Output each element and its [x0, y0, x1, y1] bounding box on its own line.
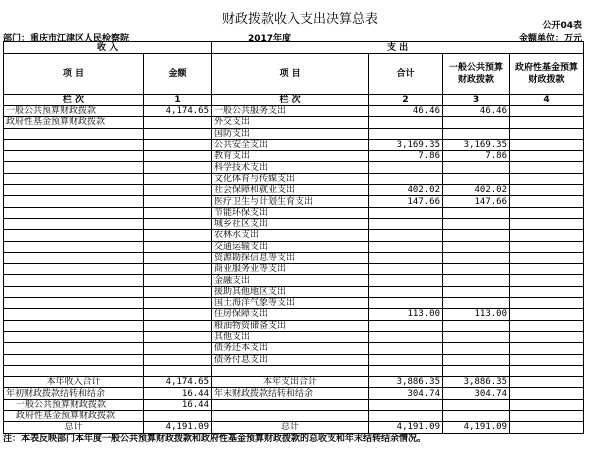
income-amount [144, 264, 212, 275]
income-amount [144, 331, 212, 342]
income-amount [144, 286, 212, 297]
header-amount: 金额 [144, 54, 212, 95]
header-gov-fund: 政府性基金预算财政拨款 [510, 54, 584, 95]
budget-table [3, 41, 584, 434]
expend-general: 113.00 [443, 309, 510, 320]
table-row [4, 388, 584, 399]
lanci-4: 4 [510, 95, 584, 106]
income-amount [144, 241, 212, 252]
income-item [4, 162, 144, 173]
income-item [4, 331, 144, 342]
expend-total [369, 218, 443, 229]
expend-total [369, 320, 443, 331]
income-amount [144, 298, 212, 309]
expend-total [369, 207, 443, 218]
expend-gov-fund [510, 139, 584, 150]
income-item [4, 286, 144, 297]
expend-general [443, 365, 510, 376]
expend-total [369, 298, 443, 309]
income-item [4, 128, 144, 139]
income-amount [144, 275, 212, 286]
expend-item: 城乡社区支出 [212, 218, 369, 229]
income-item [4, 275, 144, 286]
expend-gov-fund [510, 252, 584, 263]
expend-total: 7.86 [369, 151, 443, 162]
header-total: 合计 [369, 54, 443, 95]
income-amount [144, 151, 212, 162]
department-label: 部门：重庆市江津区人民检察院 [3, 34, 130, 44]
table-row [4, 139, 584, 150]
expend-gov-fund [510, 275, 584, 286]
expend-item: 公共安全支出 [212, 139, 369, 150]
income-item [4, 196, 144, 207]
amount-unit: 金额单位：万元 [518, 34, 582, 44]
table-row [4, 275, 584, 286]
expend-item: 节能环保支出 [212, 207, 369, 218]
expend-section: 支 出 [212, 42, 584, 54]
expend-item: 国防支出 [212, 128, 369, 139]
income-amount [144, 128, 212, 139]
expend-gov-fund [510, 298, 584, 309]
expend-item: 年末财政拨款结转和结余 [212, 388, 369, 399]
income-amount: 16.44 [144, 388, 212, 399]
expend-general: 3,169.35 [443, 139, 510, 150]
expend-gov-fund [510, 128, 584, 139]
income-amount [144, 139, 212, 150]
income-item [4, 139, 144, 150]
expend-gov-fund [510, 117, 584, 128]
income-item [4, 343, 144, 354]
expend-item: 债务付息支出 [212, 354, 369, 365]
expend-general [443, 286, 510, 297]
expend-general [443, 117, 510, 128]
budget-table-body [4, 42, 584, 434]
expend-general [443, 298, 510, 309]
expend-total [369, 252, 443, 263]
lanci-1: 1 [144, 95, 212, 106]
table-row [4, 185, 584, 196]
expend-gov-fund [510, 185, 584, 196]
expend-gov-fund [510, 343, 584, 354]
expend-general [443, 173, 510, 184]
expend-item: 科学技术支出 [212, 162, 369, 173]
expend-total [369, 128, 443, 139]
expend-general: 147.66 [443, 196, 510, 207]
expend-general [443, 411, 510, 422]
expend-gov-fund [510, 196, 584, 207]
table-code: 公开04表 [542, 21, 582, 31]
expend-general [443, 207, 510, 218]
expend-total: 147.66 [369, 196, 443, 207]
expend-general [443, 230, 510, 241]
income-item [4, 298, 144, 309]
expend-gov-fund [510, 207, 584, 218]
income-item: 年初财政拨款结转和结余 [4, 388, 144, 399]
expend-gov-fund [510, 331, 584, 342]
lanci-3: 3 [443, 95, 510, 106]
expend-item: 农林水支出 [212, 230, 369, 241]
income-amount [144, 117, 212, 128]
table-row [4, 173, 584, 184]
expend-item: 文化体育与传媒支出 [212, 173, 369, 184]
expend-gov-fund [510, 286, 584, 297]
expend-item: 医疗卫生与计划生育支出 [212, 196, 369, 207]
expend-general [443, 162, 510, 173]
expend-total [369, 241, 443, 252]
expend-general [443, 128, 510, 139]
income-item [4, 151, 144, 162]
income-amount [144, 343, 212, 354]
income-amount [144, 252, 212, 263]
expend-item: 国土海洋气象等支出 [212, 298, 369, 309]
expend-gov-fund [510, 230, 584, 241]
fiscal-year: 2017年度 [248, 34, 292, 44]
expend-item: 外交支出 [212, 117, 369, 128]
income-item: 总计 [4, 422, 144, 433]
income-item [4, 173, 144, 184]
expend-general: 7.86 [443, 151, 510, 162]
expend-item: 商业服务业等支出 [212, 264, 369, 275]
income-item [4, 252, 144, 263]
table-row [4, 286, 584, 297]
income-amount [144, 309, 212, 320]
table-row [4, 411, 584, 422]
expend-total: 4,191.09 [369, 422, 443, 433]
income-amount [144, 411, 212, 422]
expend-total [369, 399, 443, 410]
table-row [4, 365, 584, 376]
income-item [4, 218, 144, 229]
expend-gov-fund [510, 411, 584, 422]
expend-total [369, 117, 443, 128]
table-row [4, 151, 584, 162]
income-item [4, 207, 144, 218]
expend-gov-fund [510, 399, 584, 410]
expend-item: 援助其他地区支出 [212, 286, 369, 297]
expend-item: 交通运输支出 [212, 241, 369, 252]
expend-general [443, 354, 510, 365]
column-index-row [4, 95, 584, 106]
expend-gov-fund [510, 106, 584, 117]
expend-item: 社会保障和就业支出 [212, 185, 369, 196]
header-item: 项 目 [4, 54, 144, 95]
lanci-label: 栏 次 [4, 95, 144, 106]
header-item2: 项 目 [212, 54, 369, 95]
table-row [4, 298, 584, 309]
expend-general [443, 241, 510, 252]
expend-general [443, 275, 510, 286]
income-item [4, 230, 144, 241]
income-item: 一般公共预算财政拨款 [4, 106, 144, 117]
expend-item: 资源勘探信息等支出 [212, 252, 369, 263]
expend-total: 46.46 [369, 106, 443, 117]
table-row [4, 207, 584, 218]
expend-item: 粮油物资储备支出 [212, 320, 369, 331]
table-row [4, 343, 584, 354]
expend-total [369, 230, 443, 241]
table-row [4, 106, 584, 117]
expend-gov-fund [510, 264, 584, 275]
expend-item [212, 399, 369, 410]
expend-gov-fund [510, 309, 584, 320]
table-row [4, 117, 584, 128]
expend-general: 304.74 [443, 388, 510, 399]
table-row [4, 331, 584, 342]
footnote: 注：本表反映部门本年度一般公共预算财政拨款和政府性基金预算财政拨款的总收支和年末结转结余情况。 [3, 434, 427, 444]
table-row [4, 241, 584, 252]
expend-item: 住房保障支出 [212, 309, 369, 320]
expend-general [443, 218, 510, 229]
expend-item: 债务还本支出 [212, 343, 369, 354]
income-item [4, 320, 144, 331]
expend-general: 4,191.09 [443, 422, 510, 433]
expend-total [369, 365, 443, 376]
expend-gov-fund [510, 365, 584, 376]
expend-gov-fund [510, 377, 584, 388]
expend-total: 113.00 [369, 309, 443, 320]
expend-general [443, 320, 510, 331]
income-amount: 4,191.09 [144, 422, 212, 433]
income-amount: 4,174.65 [144, 106, 212, 117]
income-section: 收 入 [4, 42, 212, 54]
income-item [4, 309, 144, 320]
expend-general [443, 264, 510, 275]
expend-total [369, 354, 443, 365]
expend-gov-fund [510, 218, 584, 229]
expend-gov-fund [510, 354, 584, 365]
expend-gov-fund [510, 422, 584, 433]
table-row [4, 399, 584, 410]
expend-item: 金融支出 [212, 275, 369, 286]
income-item [4, 264, 144, 275]
income-amount: 4,174.65 [144, 377, 212, 388]
table-row [4, 218, 584, 229]
income-item [4, 241, 144, 252]
section-row [4, 42, 584, 54]
expend-item: 总计 [212, 422, 369, 433]
income-amount [144, 230, 212, 241]
expend-gov-fund [510, 151, 584, 162]
income-amount [144, 354, 212, 365]
expend-general: 402.02 [443, 185, 510, 196]
income-amount [144, 185, 212, 196]
income-item: 政府性基金预算财政拨款 [4, 117, 144, 128]
expend-general: 3,886.35 [443, 377, 510, 388]
report-title: 财政拨款收入支出决算总表 [221, 12, 378, 27]
expend-general [443, 399, 510, 410]
income-amount [144, 207, 212, 218]
table-row [4, 377, 584, 388]
income-item [4, 185, 144, 196]
expend-general: 46.46 [443, 106, 510, 117]
income-item [4, 365, 144, 376]
expend-gov-fund [510, 320, 584, 331]
expend-item: 教育支出 [212, 151, 369, 162]
expend-general [443, 331, 510, 342]
expend-total [369, 275, 443, 286]
expend-total: 304.74 [369, 388, 443, 399]
expend-item: 其他支出 [212, 331, 369, 342]
header-row [4, 54, 584, 95]
income-amount [144, 365, 212, 376]
income-amount [144, 173, 212, 184]
table-row [4, 252, 584, 263]
table-row [4, 230, 584, 241]
expend-total: 402.02 [369, 185, 443, 196]
expend-gov-fund [510, 388, 584, 399]
table-row [4, 128, 584, 139]
expend-total [369, 162, 443, 173]
expend-total [369, 264, 443, 275]
income-amount [144, 196, 212, 207]
expend-total [369, 173, 443, 184]
income-amount [144, 320, 212, 331]
table-row [4, 196, 584, 207]
table-row [4, 320, 584, 331]
expend-total [369, 286, 443, 297]
income-item: 一般公共预算财政拨款 [4, 399, 144, 410]
lanci-2: 2 [369, 95, 443, 106]
expend-general [443, 252, 510, 263]
expend-total [369, 343, 443, 354]
expend-total [369, 331, 443, 342]
expend-gov-fund [510, 162, 584, 173]
expend-gov-fund [510, 241, 584, 252]
lanci-label2: 栏 次 [212, 95, 369, 106]
expend-total: 3,169.35 [369, 139, 443, 150]
table-row [4, 309, 584, 320]
expend-item [212, 411, 369, 422]
table-row [4, 162, 584, 173]
expend-total [369, 411, 443, 422]
expend-item: 本年支出合计 [212, 377, 369, 388]
header-general: 一般公共预算财政拨款 [443, 54, 510, 95]
expend-gov-fund [510, 173, 584, 184]
expend-general [443, 343, 510, 354]
table-row [4, 264, 584, 275]
expend-item: 一般公共服务支出 [212, 106, 369, 117]
table-row [4, 354, 584, 365]
income-amount [144, 162, 212, 173]
income-amount [144, 218, 212, 229]
income-item: 本年收入合计 [4, 377, 144, 388]
expend-total: 3,886.35 [369, 377, 443, 388]
expend-item [212, 365, 369, 376]
income-item: 政府性基金预算财政拨款 [4, 411, 144, 422]
income-amount: 16.44 [144, 399, 212, 410]
income-item [4, 354, 144, 365]
